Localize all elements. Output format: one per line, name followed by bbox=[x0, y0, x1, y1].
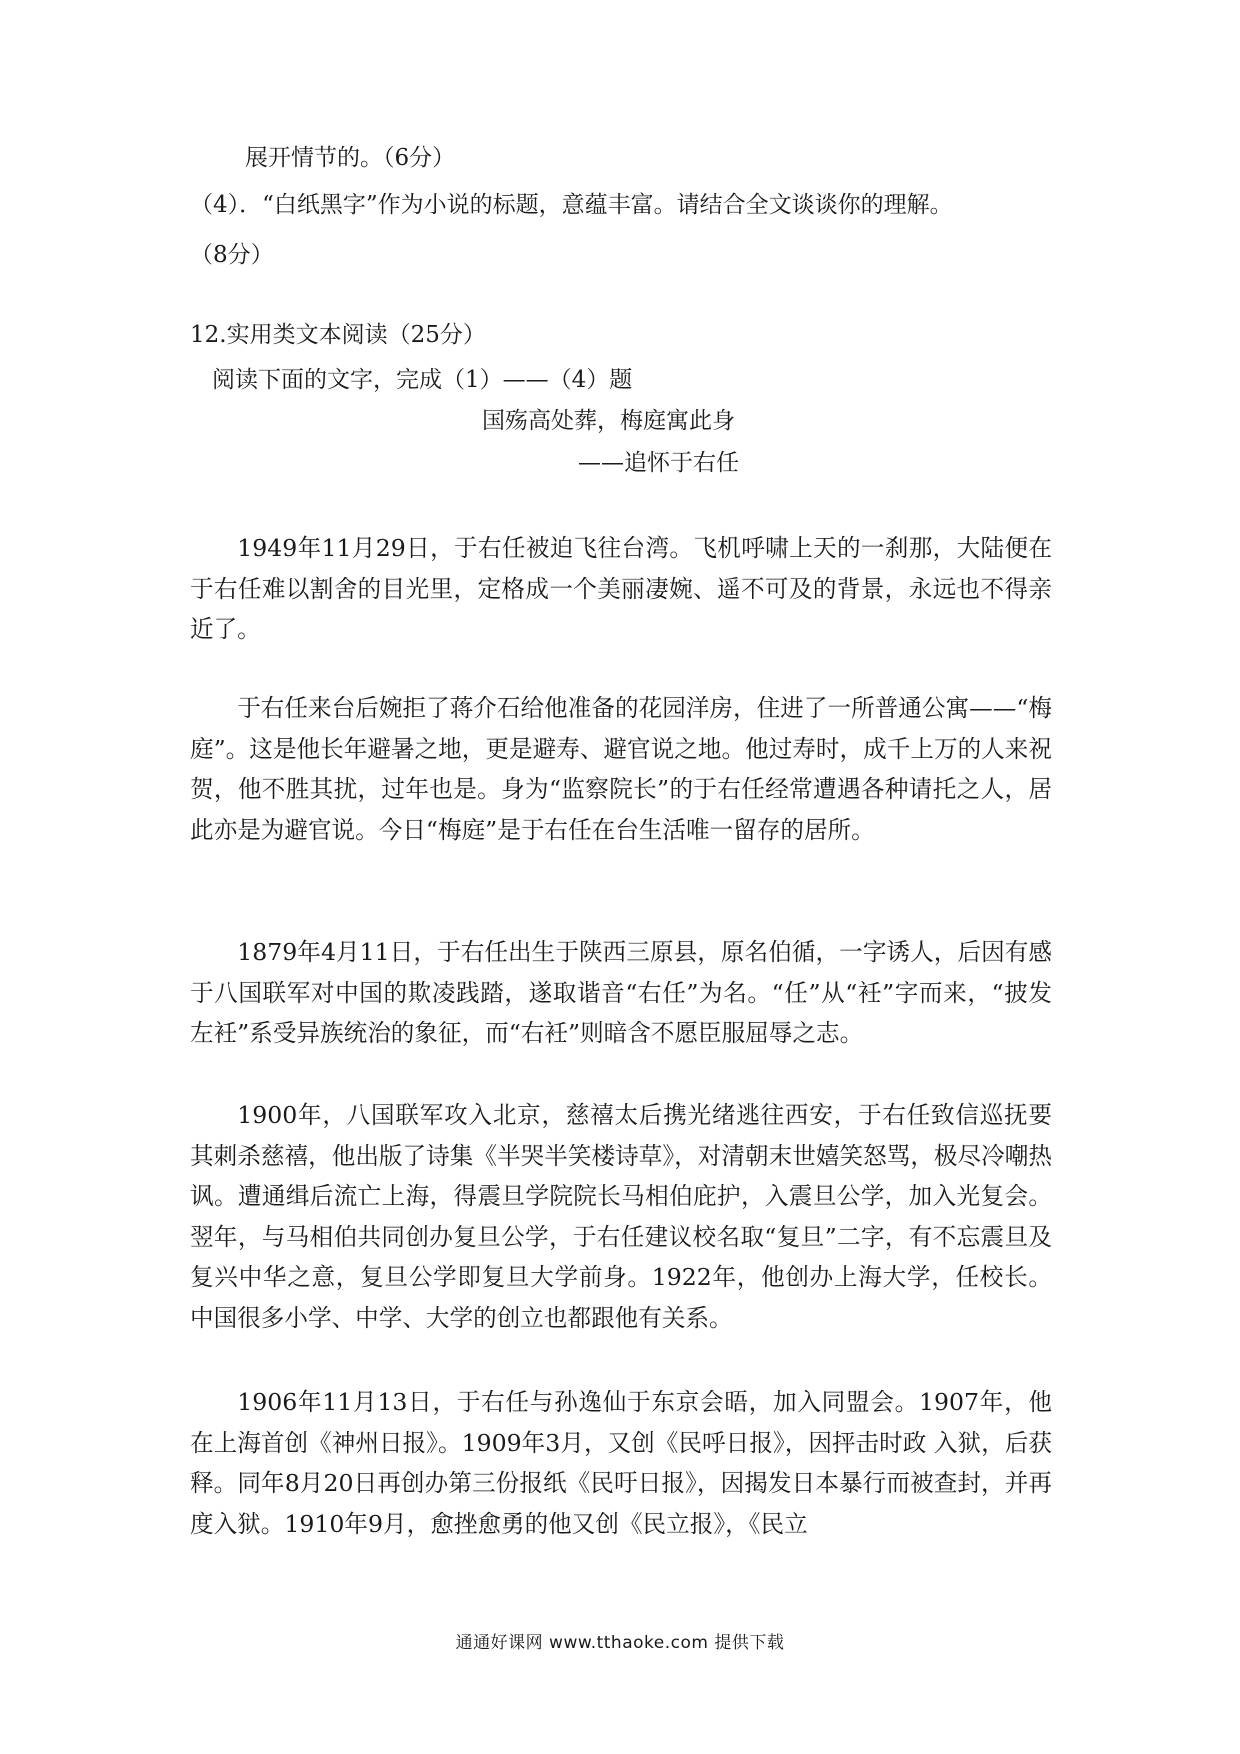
question-4-score: （8分） bbox=[190, 242, 274, 268]
page-footer: 通通好课网 www.tthaoke.com 提供下载 bbox=[455, 1633, 785, 1653]
section-heading: 12.实用类文本阅读（25分） bbox=[190, 322, 486, 348]
question-4-prompt: （4）．“白纸黑字”作为小说的标题，意蕴丰富。请结合全文谈谈你的理解。 bbox=[190, 192, 953, 218]
article-paragraph-4: 1900年，八国联军攻入北京，慈禧太后携光绪逃往西安，于右任致信巡抚要其刺杀慈禧，他出版了诗集《半哭半笑楼诗草》，对清朝末世嬉笑怒骂，极尽冷嘲热讽。遭通缉后流亡上海，得震旦学院院长马相伯庇护，入震旦公学，加入光复会。翌年，与马相伯共同创办复旦公学，于右任建议校名取“复旦”二字，有不忘震旦及复兴中华之意，复旦公学即复旦大学前身。1922年，他创办上海大学，任校长。中国很多小学、中学、大学的创立也都跟他有关系。 bbox=[190, 1101, 1052, 1332]
article-paragraph-2: 于右任来台后婉拒了蒋介石给他准备的花园洋房，住进了一所普通公寓——“梅庭”。这是他长年避暑之地，更是避寿、避官说之地。他过寿时，成千上万的人来祝 贺，他不胜其扰，过年也是。身为“监察院长”的于右任经常遭遇各种请托之人，居此亦是为避官说。今日“梅庭”是于右任在台生活唯一留存的居所。 bbox=[190, 694, 1052, 844]
article-paragraph-3: 1879年4月11日，于右任出生于陕西三原县，原名伯循，一字诱人，后因有感于八国联军对中国的欺凌践踏，遂取谐音“右任”为名。“任”从“衽”字而来，“披发左衽”系受异族统治的象征，而“右衽”则暗含不愿臣服屈辱之志。 bbox=[190, 938, 1052, 1047]
section-instruction: 阅读下面的文字，完成（1）——（4）题 bbox=[212, 367, 633, 393]
article-subtitle: ——追怀于右任 bbox=[578, 450, 739, 476]
article-paragraph-5: 1906年11月13日，于右任与孙逸仙于东京会晤，加入同盟会。1907年，他在上海首创《神州日报》。1909年3月，又创《民呼日报》，因抨击时政 入狱，后获释。同年8月20日再创办第三份报纸《民吁日报》，因揭发日本暴行而被查封，并再度入狱。1910年9月，愈挫愈勇的他又创《民立报》，《民立 bbox=[190, 1388, 1052, 1538]
question-tail-line-1: 展开情节的。（6分） bbox=[245, 145, 456, 171]
article-title: 国殇高处葬，梅庭寓此身 bbox=[482, 408, 735, 434]
article-paragraph-1: 1949年11月29日，于右任被迫飞往台湾。飞机呼啸上天的一刹那，大陆便在于右任难以割舍的目光里，定格成一个美丽凄婉、遥不可及的背景，永远也不得亲近了。 bbox=[190, 534, 1052, 643]
